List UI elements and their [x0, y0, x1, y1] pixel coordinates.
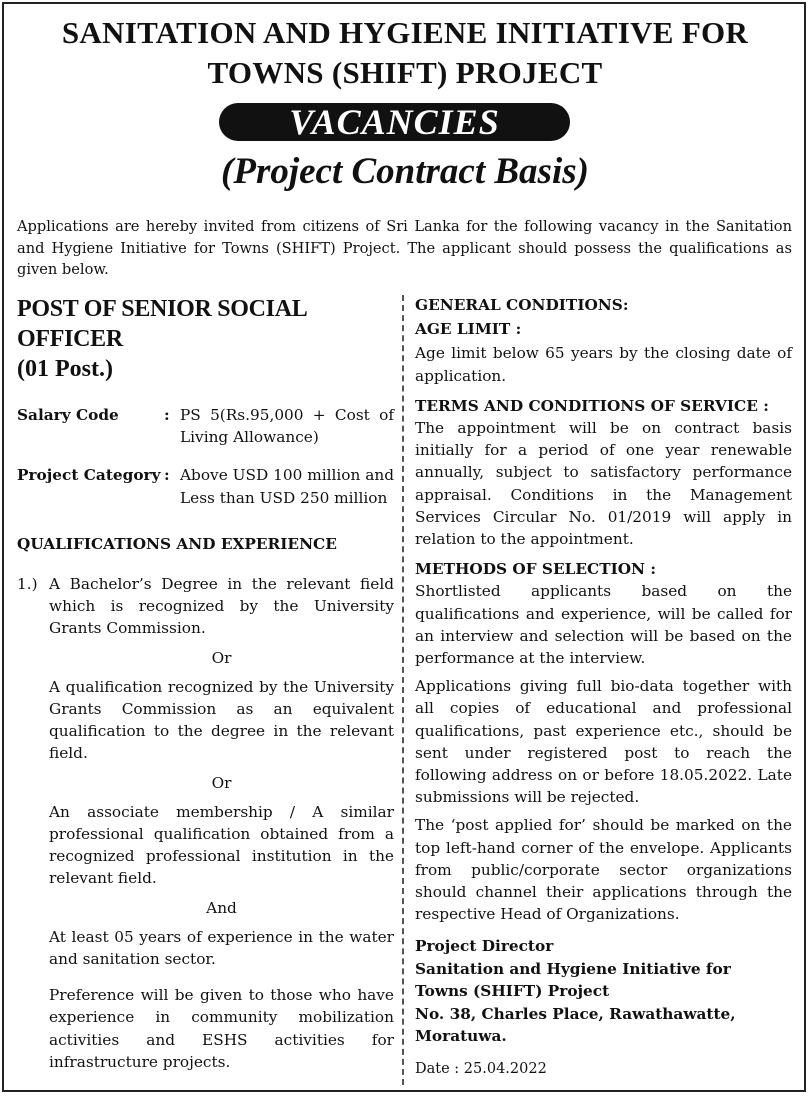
salary-value: PS 5(Rs.95,000 + Cost of Living Allowance) — [180, 406, 394, 447]
title-line-1: SANITATION AND HYGIENE INITIATIVE FOR — [61, 15, 749, 50]
post-title: POST OF SENIOR SOCIAL OFFICER — [17, 296, 307, 352]
address-line-5: Moratuwa. — [415, 1027, 507, 1046]
title-line-2: TOWNS (SHIFT) PROJECT — [207, 55, 603, 90]
terms-heading: TERMS AND CONDITIONS OF SERVICE : — [415, 396, 769, 415]
or-separator-2: Or — [211, 773, 232, 792]
address-line-4: No. 38, Charles Place, Rawathawatte, — [415, 1004, 736, 1023]
address-line-1: Project Director — [415, 937, 554, 956]
preference-note: Preference will be given to those who have experience in community mobilization activities and ESHS activities for infrastructure projects. — [49, 986, 394, 1071]
qualifications-heading: QUALIFICATIONS AND EXPERIENCE — [17, 534, 337, 553]
qualification-equivalent: A qualification recognized by the University Grants Commission as an equivalent qualification to the degree in the relevant field. — [49, 677, 394, 763]
right-column — [415, 294, 792, 1080]
age-limit-heading: AGE LIMIT : — [415, 320, 522, 339]
address-line-2: Sanitation and Hygiene Initiative for — [415, 959, 731, 978]
methods-heading: METHODS OF SELECTION : — [415, 560, 657, 579]
qualification-number: 1.) — [17, 575, 38, 594]
terms-text: The appointment will be on contract basis initially for a period of one year renewable annually, subject to satisfactory performance appraisal. Conditions in the Management Services Circular No. 01/2019 will apply in relation to the appointment. — [415, 419, 792, 549]
category-row — [17, 464, 394, 508]
experience-requirement: At least 05 years of experience in the water and sanitation sector. — [49, 927, 394, 969]
column-divider — [402, 295, 404, 1085]
salary-label: Salary Code — [17, 406, 119, 424]
left-column — [17, 294, 394, 1073]
category-colon: : — [164, 466, 170, 485]
address-line-3: Towns (SHIFT) Project — [415, 982, 610, 1001]
intro-paragraph: Applications are hereby invited from citizens of Sri Lanka for the following vacancy in the Sanitation and Hygiene Initiative for Towns (SHIFT) Project. The applicant should possess the qualifications as given below. — [17, 218, 792, 278]
category-value: Above USD 100 million and Less than USD 250 million — [180, 466, 394, 507]
and-separator: And — [206, 898, 237, 917]
contact-address — [415, 935, 792, 1048]
salary-row — [17, 404, 394, 448]
salary-colon: : — [164, 406, 170, 424]
age-limit-text: Age limit below 65 years by the closing date of application. — [415, 344, 792, 385]
subtitle: (Project Contract Basis) — [221, 151, 589, 192]
methods-text: Shortlisted applicants based on the qualifications and experience, will be called for an interview and selection will be based on the performance at the interview. — [415, 582, 792, 668]
application-instructions: Applications giving full bio-data together with all copies of educational and professional qualifications, past experience etc., should be sent under registered post to reach the following address on or before 18.05.2022. Late submissions will be rejected. — [415, 677, 792, 807]
qualification-degree: A Bachelor’s Degree in the relevant field which is recognized by the University Grants Commission. — [49, 575, 394, 638]
qualification-membership: An associate membership / A similar professional qualification obtained from a recognized professional institution in the relevant field. — [49, 802, 394, 888]
qualification-item — [17, 573, 394, 1073]
envelope-instructions: The ‘post applied for’ should be marked on the top left-hand corner of the envelope. Applicants from public/corporate sector organizations should channel their applications through the respective Head of Organizations. — [415, 816, 792, 924]
category-label: Project Category — [17, 466, 161, 485]
general-conditions-heading: GENERAL CONDITIONS: — [415, 296, 629, 314]
notice-date: Date : 25.04.2022 — [415, 1060, 547, 1077]
post-count: (01 Post.) — [17, 356, 113, 382]
vacancies-banner: VACANCIES — [219, 103, 570, 141]
or-separator-1: Or — [211, 648, 232, 667]
